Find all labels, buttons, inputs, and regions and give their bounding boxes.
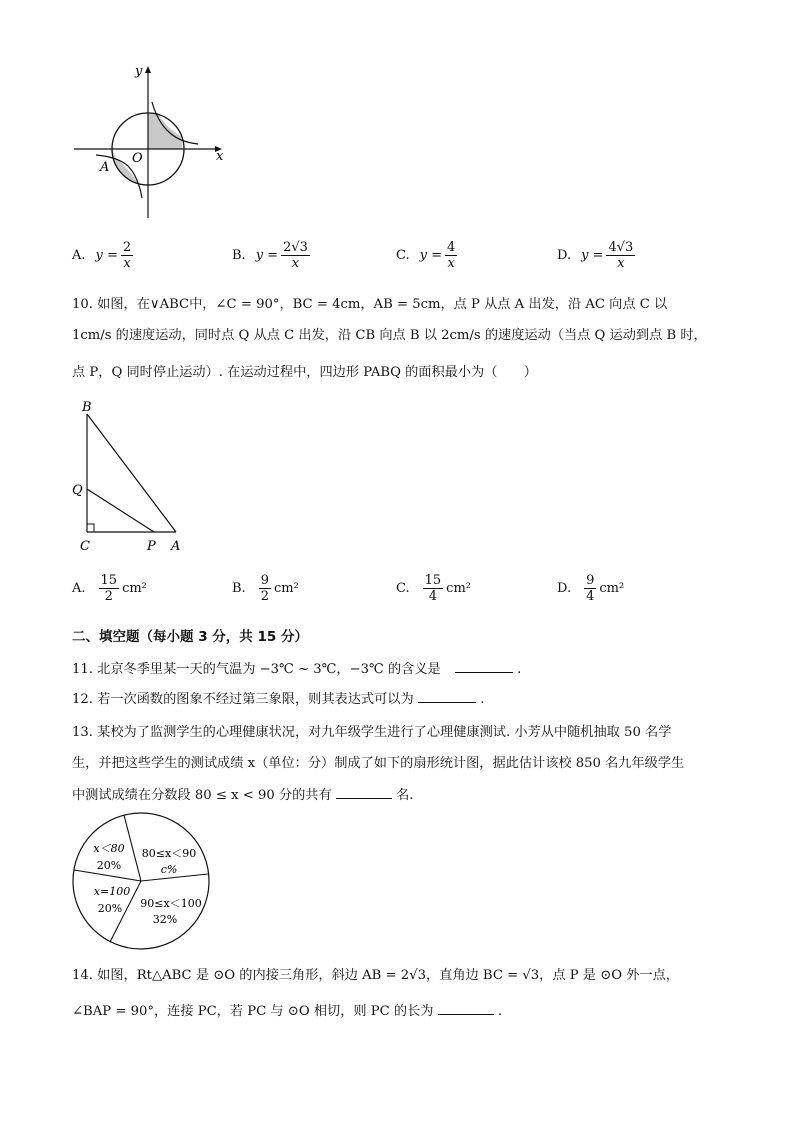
option-unit: cm² xyxy=(446,581,471,596)
pie-label-3: x=100 xyxy=(93,885,131,898)
option-fraction: $\frac{9}{2}$ xyxy=(260,573,269,604)
label-c: C xyxy=(80,539,90,554)
label-y: y xyxy=(135,64,143,79)
option-fraction: $\frac{2√3}{x}$ xyxy=(283,240,308,271)
option-label: D. xyxy=(557,581,572,596)
section-heading: 二、填空题（每小题 3 分，共 15 分） xyxy=(72,629,308,645)
option-unit: cm² xyxy=(599,581,625,596)
q14-answer-blank[interactable] xyxy=(438,1014,494,1015)
option-label: C. xyxy=(396,581,410,596)
option-pre: y = xyxy=(95,248,118,263)
option-label: D. xyxy=(557,248,572,263)
pie-pct-1: 20% xyxy=(96,859,122,872)
segment-pq xyxy=(87,489,154,532)
q13-answer-blank[interactable] xyxy=(336,798,392,799)
q9-option-d[interactable] xyxy=(557,240,638,271)
side-ab xyxy=(87,414,176,532)
q9-option-c[interactable] xyxy=(396,240,460,271)
option-unit: cm² xyxy=(273,581,299,596)
option-unit: cm² xyxy=(122,581,147,596)
option-fraction: $\frac{4}{x}$ xyxy=(447,240,456,271)
pie-label-2: 80≤x＜90 xyxy=(141,847,197,860)
option-fraction: $\frac{15}{2}$ xyxy=(100,573,118,604)
q10-line-2: 1cm/s 的速度运动，同时点 Q 从点 C 出发，沿 CB 向点 B 以 2cm/s 的速度运动（当点 Q 运动到点 B 时， xyxy=(72,328,707,343)
q9-option-a[interactable] xyxy=(72,240,136,271)
q9-option-b[interactable] xyxy=(232,240,313,271)
q10-option-a[interactable] xyxy=(72,573,147,604)
label-p: P xyxy=(147,539,156,554)
q14-line-1: 14. 如图，Rt△ABC 是 ⊙O 的内接三角形，斜边 AB = 2√3，直角边 BC = √3，点 P 是 ⊙O 外一点， xyxy=(72,968,679,983)
pie-label-4: 90≤x＜100 xyxy=(140,897,202,910)
pie-pct-4: 32% xyxy=(152,913,178,926)
option-label: B. xyxy=(232,581,246,596)
label-q: Q xyxy=(72,483,83,498)
circle-hyperbola-figure xyxy=(66,58,236,228)
q10-option-b[interactable] xyxy=(232,573,299,604)
option-fraction: $\frac{9}{4}$ xyxy=(586,573,595,604)
q12-end: . xyxy=(480,692,485,707)
option-fraction: $\frac{15}{4}$ xyxy=(424,573,442,604)
q12 xyxy=(72,690,484,710)
q10-option-d[interactable] xyxy=(557,573,624,604)
q10-line-1: 10. 如图，在∨ABC中，∠C = 90°，BC = 4cm，AB = 5cm，点 P 从点 A 出发，沿 AC 向点 C 以 xyxy=(72,297,668,312)
q13-line-2: 生，并把这些学生的测试成绩 x（单位：分）制成了如下的扇形统计图，据此估计该校 850 名九年级学生 xyxy=(72,756,685,771)
label-x: x xyxy=(216,149,224,164)
q12-answer-blank[interactable] xyxy=(418,702,476,703)
q13-line-3-text: 中测试成绩在分数段 80 ≤ x < 90 分的共有 xyxy=(72,788,332,803)
y-axis-arrow xyxy=(145,66,151,73)
q10-option-c[interactable] xyxy=(396,573,471,604)
q10-line-3: 点 P，Q 同时停止运动）. 在运动过程中，四边形 PABQ 的面积最小为（ ） xyxy=(72,365,537,380)
q13-line-1: 13. 某校为了监测学生的心理健康状况，对九年级学生进行了心理健康测试. 小芳从中随机抽取 50 名学 xyxy=(72,725,672,740)
q11-answer-blank[interactable] xyxy=(455,672,513,673)
q13-line-3-end: 名. xyxy=(396,788,414,803)
right-angle-mark xyxy=(87,524,94,532)
q13-line-3 xyxy=(72,786,413,806)
option-label: A. xyxy=(72,248,86,263)
q11 xyxy=(72,660,521,680)
option-label: B. xyxy=(232,248,246,263)
q14-end: . xyxy=(497,1004,503,1019)
option-pre: y = xyxy=(419,248,442,263)
pie-pct-2: c% xyxy=(160,863,178,876)
q14-line-2-text: ∠BAP = 90°，连接 PC，若 PC 与 ⊙O 相切，则 PC 的长为 xyxy=(72,1004,434,1019)
option-fraction: $\frac{2}{x}$ xyxy=(122,240,132,271)
pie-chart xyxy=(68,808,214,954)
label-b: B xyxy=(82,400,92,415)
option-label: A. xyxy=(72,581,86,596)
option-pre: y = xyxy=(581,248,604,263)
option-pre: y = xyxy=(255,248,279,263)
label-a: A xyxy=(100,160,110,175)
option-fraction: $\frac{4√3}{x}$ xyxy=(608,240,634,271)
right-triangle-figure xyxy=(66,393,196,558)
option-label: C. xyxy=(396,248,410,263)
pie-label-1: x＜80 xyxy=(93,842,125,855)
label-a: A xyxy=(171,539,181,554)
pie-pct-3: 20% xyxy=(97,902,123,915)
label-o: O xyxy=(132,151,143,166)
q14-line-2 xyxy=(72,1002,502,1022)
q11-end: . xyxy=(517,662,522,677)
q11-text: 11. 北京冬季里某一天的气温为 −3℃ ~ 3℃，−3℃ 的含义是 xyxy=(72,662,441,677)
q12-text: 12. 若一次函数的图象不经过第三象限，则其表达式可以为 xyxy=(72,692,414,707)
